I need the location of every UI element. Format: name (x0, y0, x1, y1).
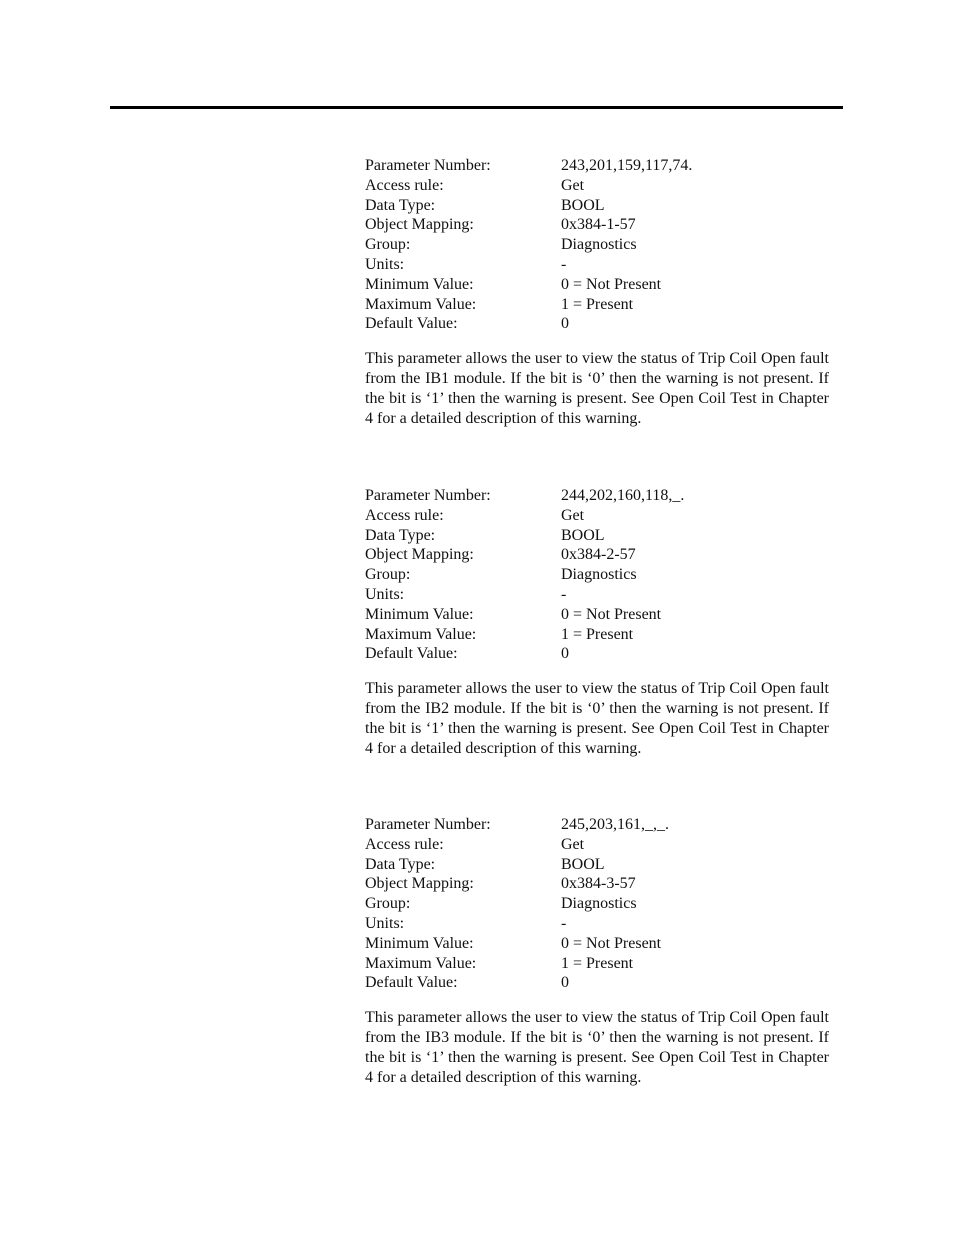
value-maximum-value: 1 = Present (561, 295, 634, 313)
label-minimum-value: Minimum Value: (365, 605, 474, 623)
value-minimum-value: 0 = Not Present (561, 275, 662, 293)
label-object-mapping: Object Mapping: (365, 546, 474, 564)
label-parameter-number: Parameter Number: (365, 157, 491, 174)
value-access-rule: Get (561, 835, 585, 853)
label-object-mapping: Object Mapping: (365, 875, 474, 893)
value-object-mapping: 0x384-3-57 (561, 875, 636, 893)
parameter-description: This parameter allows the user to view the status of Trip Coil Open fault from the IB1 module. If the bit is ‘0’ then the warning is not present. If the bit is ‘1’ then the warning is present. See Open Coil Test in Chapter 4 for a detailed description of this warning. (365, 350, 829, 428)
label-maximum-value: Maximum Value: (365, 954, 477, 972)
row-minimum-value (365, 605, 835, 625)
row-object-mapping (365, 545, 835, 565)
value-parameter-number: 244,202,160,118,_. (561, 487, 685, 504)
header-rule (110, 106, 843, 109)
value-default-value: 0 (561, 974, 569, 992)
label-object-mapping: Object Mapping: (365, 216, 474, 234)
row-units (365, 255, 835, 275)
value-group: Diagnostics (561, 566, 637, 584)
value-data-type: BOOL (561, 526, 605, 544)
label-access-rule: Access rule: (365, 176, 444, 194)
row-object-mapping (365, 874, 835, 894)
value-data-type: BOOL (561, 196, 605, 214)
label-minimum-value: Minimum Value: (365, 275, 474, 293)
value-object-mapping: 0x384-1-57 (561, 216, 636, 234)
row-default-value (365, 644, 835, 664)
label-maximum-value: Maximum Value: (365, 295, 477, 313)
parameter-table (365, 486, 835, 664)
row-group (365, 235, 835, 255)
label-parameter-number: Parameter Number: (365, 487, 491, 504)
row-object-mapping (365, 215, 835, 235)
parameter-description: This parameter allows the user to view the status of Trip Coil Open fault from the IB2 module. If the bit is ‘0’ then the warning is not present. If the bit is ‘1’ then the warning is present. See Open Coil Test in Chapter 4 for a detailed description of this warning. (365, 680, 829, 758)
value-access-rule: Get (561, 176, 585, 194)
value-default-value: 0 (561, 315, 569, 333)
row-group (365, 894, 835, 914)
row-parameter-number (365, 156, 835, 176)
label-units: Units: (365, 255, 405, 273)
label-group: Group: (365, 895, 411, 913)
row-maximum-value (365, 954, 835, 974)
row-units (365, 585, 835, 605)
row-maximum-value (365, 295, 835, 315)
parameter-table (365, 156, 835, 334)
row-data-type (365, 196, 835, 216)
parameter-block (365, 156, 835, 445)
row-parameter-number (365, 815, 835, 835)
value-data-type: BOOL (561, 855, 605, 873)
label-access-rule: Access rule: (365, 506, 444, 524)
label-minimum-value: Minimum Value: (365, 934, 474, 952)
label-data-type: Data Type: (365, 526, 436, 544)
value-access-rule: Get (561, 506, 585, 524)
row-access-rule (365, 506, 835, 526)
parameter-description: This parameter allows the user to view the status of Trip Coil Open fault from the IB3 module. If the bit is ‘0’ then the warning is not present. If the bit is ‘1’ then the warning is present. See Open Coil Test in Chapter 4 for a detailed description of this warning. (365, 1009, 829, 1087)
label-units: Units: (365, 585, 405, 603)
label-default-value: Default Value: (365, 974, 458, 992)
parameter-table (365, 815, 835, 993)
row-default-value (365, 314, 835, 334)
value-units: - (561, 585, 567, 603)
value-units: - (561, 914, 567, 932)
label-group: Group: (365, 236, 411, 254)
value-minimum-value: 0 = Not Present (561, 605, 662, 623)
label-parameter-number: Parameter Number: (365, 816, 491, 833)
row-parameter-number (365, 486, 835, 506)
label-data-type: Data Type: (365, 196, 436, 214)
row-default-value (365, 973, 835, 993)
row-access-rule (365, 176, 835, 196)
value-maximum-value: 1 = Present (561, 625, 634, 643)
value-object-mapping: 0x384-2-57 (561, 546, 636, 564)
value-minimum-value: 0 = Not Present (561, 934, 662, 952)
value-parameter-number: 243,201,159,117,74. (561, 157, 693, 174)
label-access-rule: Access rule: (365, 835, 444, 853)
label-units: Units: (365, 914, 405, 932)
row-group (365, 565, 835, 585)
parameter-block (365, 486, 835, 775)
value-default-value: 0 (561, 645, 569, 663)
value-parameter-number: 245,203,161,_,_. (561, 816, 669, 833)
parameter-block (365, 815, 835, 1104)
label-group: Group: (365, 566, 411, 584)
value-maximum-value: 1 = Present (561, 954, 634, 972)
row-minimum-value (365, 934, 835, 954)
value-group: Diagnostics (561, 895, 637, 913)
value-units: - (561, 255, 567, 273)
label-maximum-value: Maximum Value: (365, 625, 477, 643)
label-default-value: Default Value: (365, 315, 458, 333)
row-data-type (365, 855, 835, 875)
row-maximum-value (365, 625, 835, 645)
label-data-type: Data Type: (365, 855, 436, 873)
label-default-value: Default Value: (365, 645, 458, 663)
row-minimum-value (365, 275, 835, 295)
row-units (365, 914, 835, 934)
row-data-type (365, 526, 835, 546)
row-access-rule (365, 835, 835, 855)
value-group: Diagnostics (561, 236, 637, 254)
